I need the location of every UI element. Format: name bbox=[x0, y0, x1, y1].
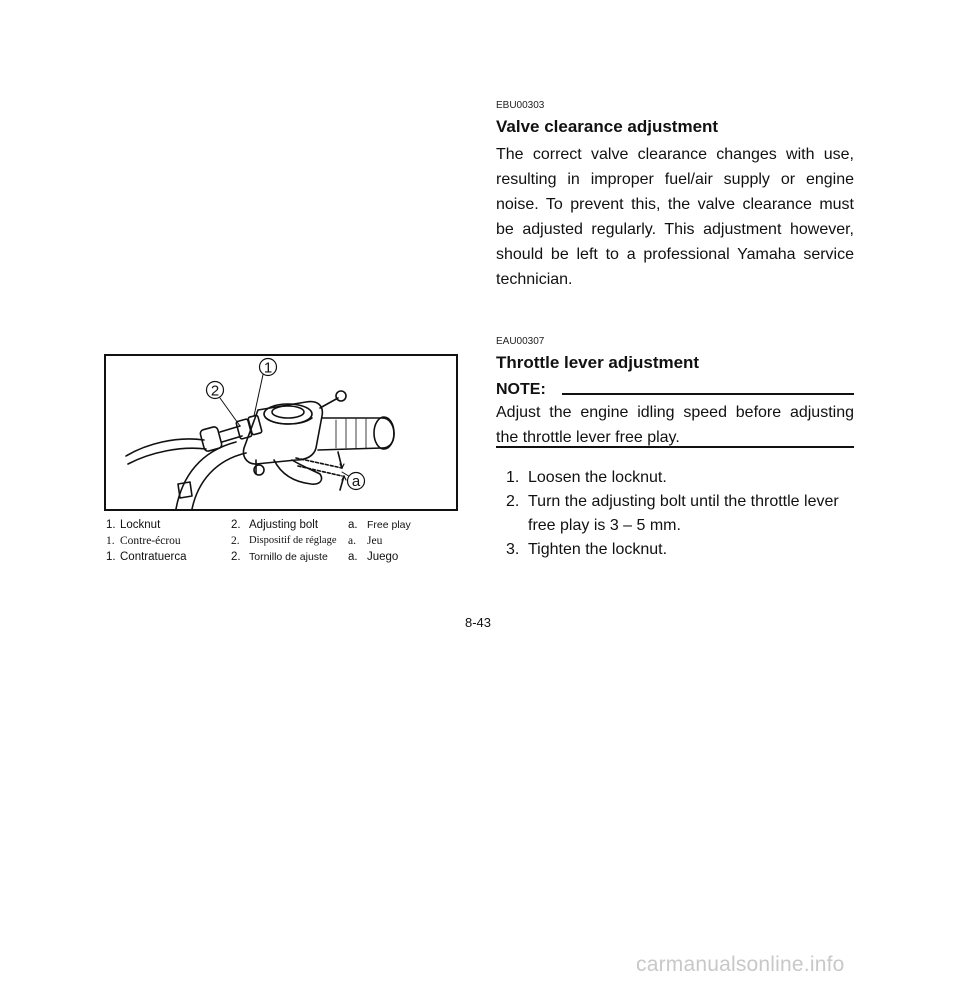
callout-2-label: 2 bbox=[210, 382, 220, 400]
section-code-valve: EBU00303 bbox=[496, 100, 545, 111]
caption-free-play: Free play bbox=[367, 519, 411, 531]
caption-letter: a. bbox=[348, 535, 356, 547]
throttle-illustration bbox=[104, 354, 458, 511]
caption-jeu: Jeu bbox=[367, 535, 383, 547]
note-rule-bottom bbox=[496, 446, 854, 448]
step-text: Turn the adjusting bolt until the throttle lever bbox=[528, 493, 839, 510]
caption-adjusting-bolt: Adjusting bolt bbox=[249, 519, 319, 531]
caption-tornillo-de-ajuste: Tornillo de ajuste bbox=[249, 551, 328, 563]
caption-letter: a. bbox=[348, 519, 358, 531]
step-text: Loosen the locknut. bbox=[528, 469, 667, 486]
step-number: 2. bbox=[506, 493, 520, 510]
caption-num: 1. bbox=[106, 519, 116, 531]
step-1 bbox=[506, 466, 856, 490]
step-3 bbox=[506, 538, 856, 562]
page-number: 8-43 bbox=[465, 615, 492, 630]
caption-dispositif-de-reglage: Dispositif de réglage bbox=[249, 535, 337, 546]
valve-paragraph: The correct valve clearance changes with use, resulting in improper fuel/air supply or engine noise. To prevent this, the valve clearance must be adjusted regularly. This adjustment however, should be left to a professional Yamaha service technician. bbox=[496, 146, 854, 288]
callout-a-label: a bbox=[351, 473, 361, 490]
section-title-throttle: Throttle lever adjustment bbox=[496, 353, 700, 372]
step-2 bbox=[506, 490, 856, 538]
note-rule-top bbox=[562, 393, 854, 395]
step-text-continued: free play is 3 – 5 mm. bbox=[528, 517, 681, 534]
note-label: NOTE: bbox=[496, 381, 546, 398]
caption-num: 1. bbox=[106, 535, 115, 547]
caption-contratuerca: Contratuerca bbox=[120, 551, 187, 563]
handlebar-drawing bbox=[106, 356, 456, 509]
caption-locknut: Locknut bbox=[120, 519, 161, 531]
caption-contre-ecrou: Contre-écrou bbox=[120, 535, 181, 547]
caption-num: 2. bbox=[231, 551, 241, 563]
caption-letter: a. bbox=[348, 551, 358, 563]
section-code-throttle: EAU00307 bbox=[496, 336, 545, 347]
section-title-valve: Valve clearance adjustment bbox=[496, 117, 719, 136]
note-text: Adjust the engine idling speed before adjusting the throttle lever free play. bbox=[496, 404, 854, 446]
callout-1-label: 1 bbox=[263, 359, 273, 377]
step-number: 1. bbox=[506, 469, 520, 486]
step-number: 3. bbox=[506, 541, 520, 558]
caption-num: 1. bbox=[106, 551, 116, 563]
caption-juego: Juego bbox=[367, 551, 399, 563]
watermark: carmanualsonline.info bbox=[636, 953, 845, 976]
step-text: Tighten the locknut. bbox=[528, 541, 668, 558]
caption-num: 2. bbox=[231, 535, 240, 547]
caption-num: 2. bbox=[231, 519, 241, 531]
